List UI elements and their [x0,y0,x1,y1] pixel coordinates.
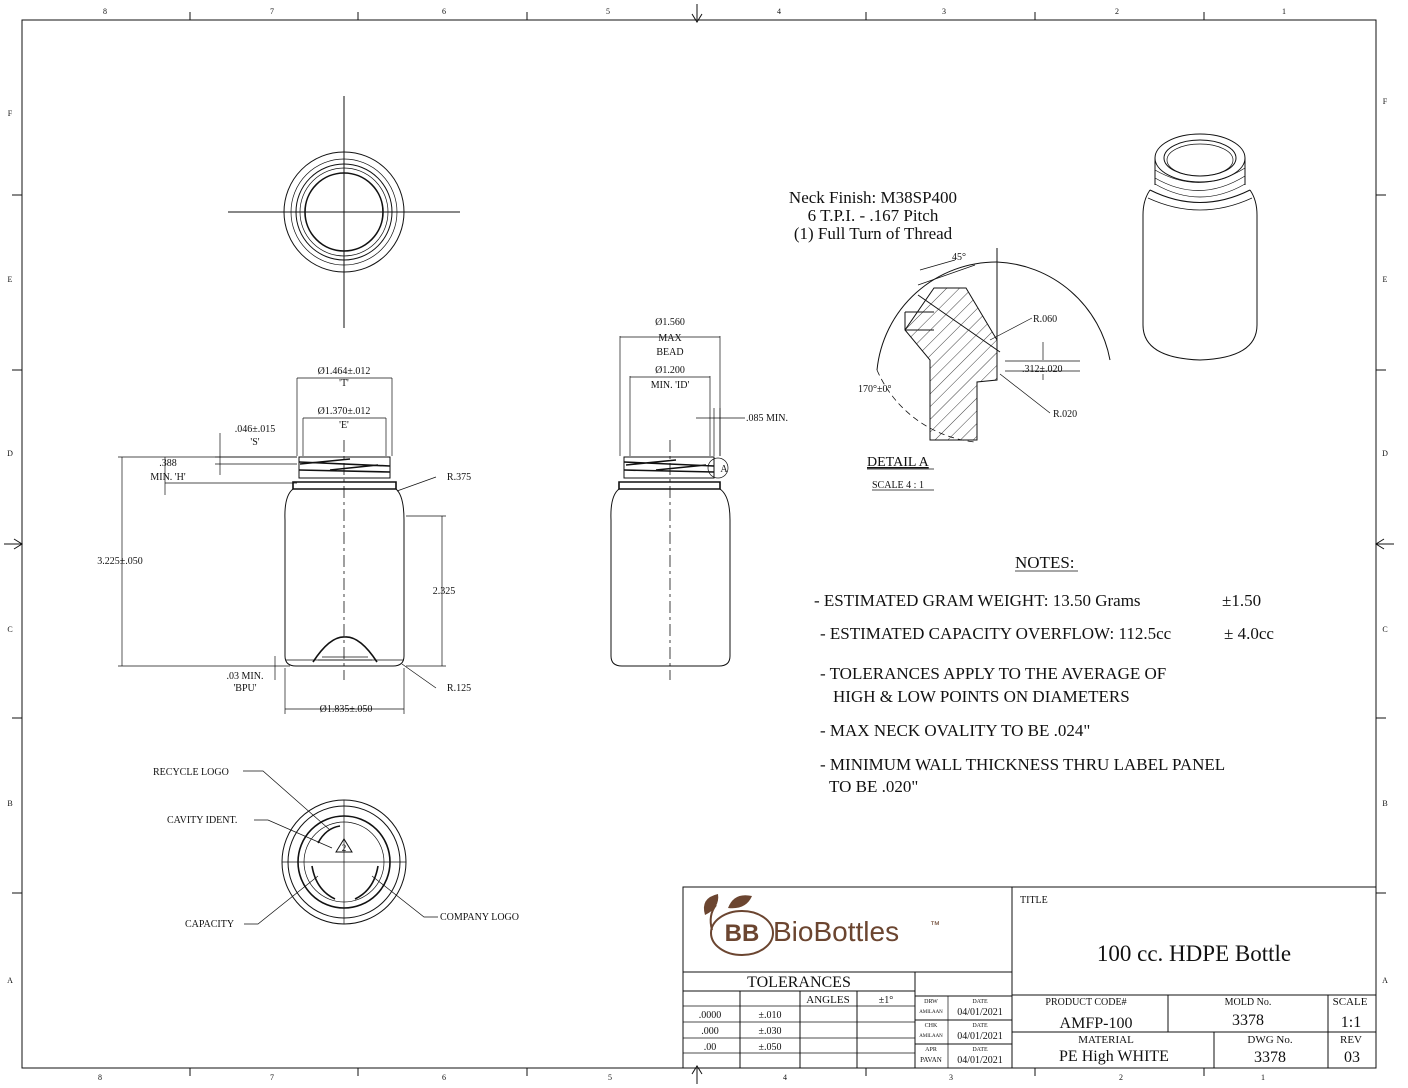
dim-t: Ø1.464±.012 [317,366,371,377]
apr-date: 04/01/2021 [957,1055,1003,1066]
dim-id: Ø1.200 [655,365,685,376]
note-gram-weight: - ESTIMATED GRAM WEIGHT: 13.50 Grams [814,591,1141,610]
note-ovality: - MAX NECK OVALITY TO BE .024" [820,721,1091,740]
zone-left-d: D [7,449,13,458]
apr-name: PAVAN [920,1056,942,1064]
mold-number: 3378 [1232,1012,1264,1029]
dim-h: .388 [159,458,177,469]
zone-top-6: 6 [442,7,446,16]
angles-value: ±1° [878,995,894,1006]
section-view-bottle [611,440,730,680]
zone-right-e: E [1382,275,1388,284]
material-value: PE High WHITE [1059,1048,1169,1065]
zone-top-7: 7 [270,7,274,16]
detail-a-scale: SCALE 4 : 1 [872,480,924,491]
label-recycle-logo: RECYCLE LOGO [153,767,229,778]
zone-top-3: 3 [942,7,946,16]
zone-left-b: B [7,799,13,808]
note-wall-cont: TO BE .020" [829,777,919,796]
detail-angle-top: 45° [952,252,966,263]
dim-h-tag: MIN. 'H' [150,472,186,483]
detail-thread-dim: .312±.020 [1022,364,1063,375]
radius-top: R.375 [446,472,472,483]
bottle-isometric [1143,134,1257,360]
label-cavity-ident: CAVITY IDENT. [167,815,238,826]
drawing-title: 100 cc. HDPE Bottle [1096,941,1292,966]
drw-label: DRW [924,999,938,1005]
chk-label: CHK [924,1023,938,1029]
zone-bottom-5: 5 [608,1073,612,1082]
drw-name: AMILAAN [919,1010,943,1015]
dim-bpu: .03 MIN. [226,671,264,682]
zone-right-b: B [1382,799,1388,808]
front-view-labels [97,366,471,715]
dim-e-tag: 'E' [339,420,349,431]
front-view-dimensions [118,378,446,714]
dim-body-height: 2.325 [432,586,456,597]
tol-dec-2: .000 [701,1026,719,1037]
zone-bottom-3: 3 [949,1073,953,1082]
biobottles-logo [704,894,940,955]
note-wall: - MINIMUM WALL THICKNESS THRU LABEL PANEL [820,755,1226,774]
angles-label: ANGLES [806,994,850,1006]
dim-wall: .085 MIN. [746,413,788,424]
zone-right-f: F [1382,97,1388,106]
rev-value: 03 [1344,1049,1360,1066]
zone-left-e: E [7,275,13,284]
chk-date-label: DATE [972,1023,988,1029]
neck-finish-line2: 6 T.P.I. - .167 Pitch [807,206,939,225]
tol-dec-1: .0000 [698,1010,722,1021]
detail-radius-1: R.060 [1033,314,1058,325]
detail-radius-2: R.020 [1053,409,1078,420]
dim-e: Ø1.370±.012 [317,406,371,417]
base-view-leaders [243,771,438,924]
zone-top-8: 8 [103,7,107,16]
note-capacity-tol: ± 4.0cc [1224,624,1274,643]
chk-date: 04/01/2021 [957,1031,1003,1042]
zone-left-c: C [7,625,13,634]
tol-val-3: ±.050 [758,1042,782,1053]
notes-heading: NOTES: [1015,553,1075,572]
dim-bpu-tag: 'BPU' [233,683,257,694]
dim-t-tag: 'T' [339,378,349,389]
neck-finish-spec [789,188,957,243]
zone-top-4: 4 [777,7,781,16]
zone-bottom-7: 7 [270,1073,274,1082]
dim-base-diameter: Ø1.835±.050 [319,704,373,715]
note-gram-weight-tol: ±1.50 [1222,591,1262,610]
section-view-labels [651,317,788,475]
zone-bottom-8: 8 [98,1073,102,1082]
radius-bottom: R.125 [446,683,472,694]
drw-date-label: DATE [972,999,988,1005]
logo-trademark: ™ [930,920,940,931]
zone-top-2: 2 [1115,7,1119,16]
zone-top-1: 1 [1282,7,1286,16]
zone-top-5: 5 [606,7,610,16]
front-view-bottle [285,440,404,680]
zone-right-d: D [1382,449,1388,458]
apr-label: APR [925,1047,937,1053]
material-label: MATERIAL [1078,1034,1134,1046]
product-code: AMFP-100 [1059,1015,1133,1032]
dim-s-tag: 'S' [250,437,260,448]
apr-date-label: DATE [972,1047,988,1053]
neck-finish-line3: (1) Full Turn of Thread [793,224,953,243]
note-capacity: - ESTIMATED CAPACITY OVERFLOW: 112.5cc [820,624,1172,643]
chk-name: AMILAAN [919,1034,943,1039]
dim-s: .046±.015 [234,424,276,435]
mold-label: MOLD No. [1224,997,1272,1008]
tolerances-label: TOLERANCES [747,974,851,991]
scale-label: SCALE [1332,996,1368,1008]
rev-label: REV [1340,1034,1362,1046]
zone-right-c: C [1382,625,1388,634]
zone-bottom-2: 2 [1119,1073,1123,1082]
title-label: TITLE [1020,895,1048,906]
detail-angle-side: 170°±0° [858,384,892,395]
dim-overall-height: 3.225±.050 [97,556,143,567]
base-view-labels [153,767,519,930]
scale-value: 1:1 [1340,1014,1362,1031]
recycle-number: 2 [341,843,347,853]
logo-mark: BB [724,920,760,947]
note-tolerances-cont: HIGH & LOW POINTS ON DIAMETERS [833,687,1130,706]
tol-dec-3: .00 [703,1042,717,1053]
label-capacity: CAPACITY [185,919,235,930]
dim-bead: Ø1.560 [655,317,685,328]
dim-bead-max: MAX [658,333,682,344]
base-view [282,800,406,924]
logo-brand-name: BioBottles [773,916,900,947]
dwg-label: DWG No. [1247,1034,1293,1046]
dim-bead-label: BEAD [656,347,684,358]
detail-a-title: DETAIL A [867,455,929,470]
label-company-logo: COMPANY LOGO [440,912,519,923]
zone-right-a: A [1382,976,1388,985]
tol-val-1: ±.010 [758,1010,782,1021]
zone-bottom-1: 1 [1261,1073,1265,1082]
top-view [228,96,460,328]
zone-bottom-4: 4 [783,1073,787,1082]
drw-date: 04/01/2021 [957,1007,1003,1018]
note-tolerances: - TOLERANCES APPLY TO THE AVERAGE OF [820,664,1167,683]
notes-section [814,553,1274,796]
neck-finish-line1: Neck Finish: M38SP400 [788,188,958,207]
zone-left-a: A [7,976,13,985]
tol-val-2: ±.030 [758,1026,782,1037]
detail-callout: A [720,464,728,475]
zone-left-f: F [7,109,13,118]
product-code-label: PRODUCT CODE# [1045,997,1127,1008]
dwg-number: 3378 [1254,1049,1286,1066]
dim-id-tag: MIN. 'ID' [650,380,690,391]
zone-bottom-6: 6 [442,1073,446,1082]
